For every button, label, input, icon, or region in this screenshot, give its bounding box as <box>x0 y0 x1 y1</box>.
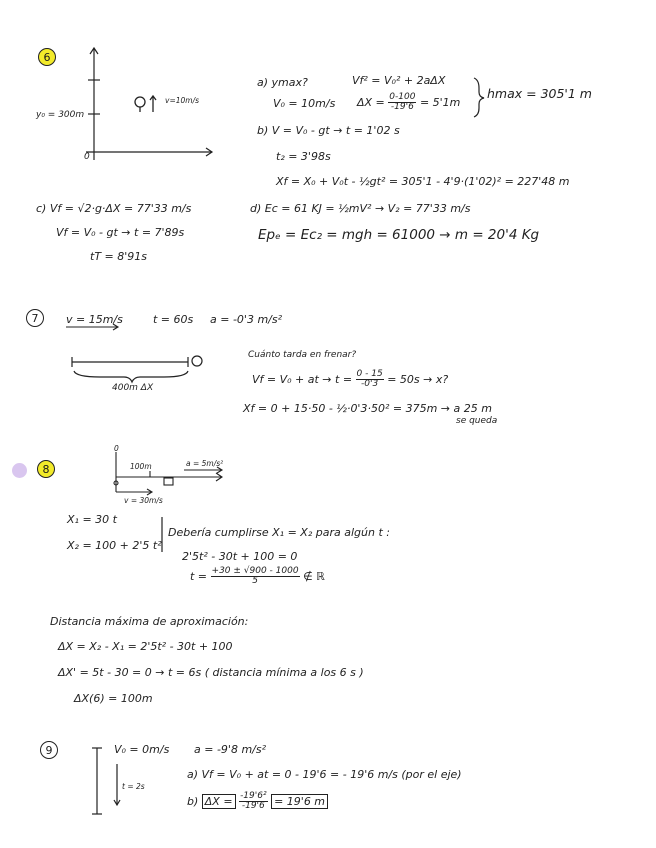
p7-road <box>72 356 202 382</box>
p8-accel: a = 5m/s² <box>186 459 224 468</box>
p6-c-line1: c) Vf = √2·g·ΔX = 77'33 m/s <box>36 202 192 215</box>
problem-7-number: 7 <box>26 309 44 327</box>
p7-v: v = 15m/s <box>66 313 123 326</box>
p9-a-line: a) Vf = V₀ + at = 0 - 19'6 = - 19'6 m/s (por el eje) <box>187 768 462 781</box>
p9-time: t = 2s <box>122 782 145 791</box>
p8-dmax-title: Distancia máxima de aproximación: <box>50 615 249 628</box>
p8-x1: X₁ = 30 t <box>67 513 117 526</box>
problem-6-number: 6 <box>38 48 56 66</box>
p6-b-line3: Xf = X₀ + V₀t - ½gt² = 305'1 - 4'9·(1'02)² = 227'48 m <box>276 175 570 188</box>
p7-a: a = -0'3 m/s² <box>210 313 282 326</box>
p6-ball <box>135 96 156 112</box>
p6-c-line3: tT = 8'91s <box>90 250 147 263</box>
p7-xf: Xf = 0 + 15·50 - ½·0'3·50² = 375m → a 25 m <box>243 402 492 415</box>
p8-solution: t = $\frac{+30 \pm √900 - 1000}{5}$ ∉ ℝ <box>190 566 325 587</box>
p9-accel: a = -9'8 m/s² <box>194 743 266 756</box>
problem-9-number: 9 <box>40 741 58 759</box>
problem-8-number: 8 <box>37 460 55 478</box>
p7-question: Cuánto tarda en frenar? <box>248 350 357 360</box>
p6-b-line1: b) V = V₀ - gt → t = 1'02 s <box>257 124 400 137</box>
p8-x2: X₂ = 100 + 2'5 t² <box>67 539 162 552</box>
p6-a-eq: Vf² = V₀² + 2aΔX <box>352 74 446 87</box>
highlight-dot <box>12 463 27 478</box>
p7-vf: Vf = V₀ + at → t = $\frac{0 - 15}{-0'3}$ = 50s → x? <box>252 369 449 390</box>
p8-dx-prime: ΔX' = 5t - 30 = 0 → t = 6s ( distancia mínima a los 6 s ) <box>58 666 364 679</box>
p6-brace <box>474 78 484 117</box>
p6-a-label: a) ymax? <box>257 76 308 89</box>
p8-condition: Debería cumplirse X₁ = X₂ para algún t : <box>168 526 390 539</box>
p8-dx6: ΔX(6) = 100m <box>74 692 153 705</box>
p8-speed: v = 30m/s <box>124 496 163 505</box>
p6-y0: y₀ = 300m <box>36 110 85 120</box>
p8-zero: 0 <box>114 444 119 453</box>
p7-t: t = 60s <box>153 313 194 326</box>
p8-quadratic: 2'5t² - 30t + 100 = 0 <box>182 550 298 563</box>
p6-d-line1: d) Ec = 61 KJ = ½mV² → V₂ = 77'33 m/s <box>250 202 471 215</box>
p6-v: v=10m/s <box>165 96 200 105</box>
p6-c-line2: Vf = V₀ - gt → t = 7'89s <box>56 226 185 239</box>
p6-b-line2: t₂ = 3'98s <box>276 150 331 163</box>
p6-origin: 0 <box>84 152 90 162</box>
p6-a-dx: ΔX = $\frac{0-100}{-19'6}$ = 5'1m <box>357 92 461 113</box>
p8-100m: 100m <box>130 462 152 471</box>
p9-diagram <box>92 748 120 814</box>
p9-v0: V₀ = 0m/s <box>114 743 170 756</box>
p7-distance: 400m ΔX <box>112 383 154 393</box>
p6-d-line2: Epₑ = Ec₂ = mgh = 61000 → m = 20'4 Kg <box>258 227 540 243</box>
p6-a-v0: V₀ = 10m/s <box>273 97 336 110</box>
p8-dx: ΔX = X₂ - X₁ = 2'5t² - 30t + 100 <box>58 640 233 653</box>
p9-b-line: b) ΔX = $\frac{\text{-19'6²}}{-19'6}$ = 19'6 m <box>187 792 328 812</box>
p7-remains: se queda <box>456 416 498 426</box>
p6-hmax: hmax = 305'1 m <box>487 86 592 101</box>
